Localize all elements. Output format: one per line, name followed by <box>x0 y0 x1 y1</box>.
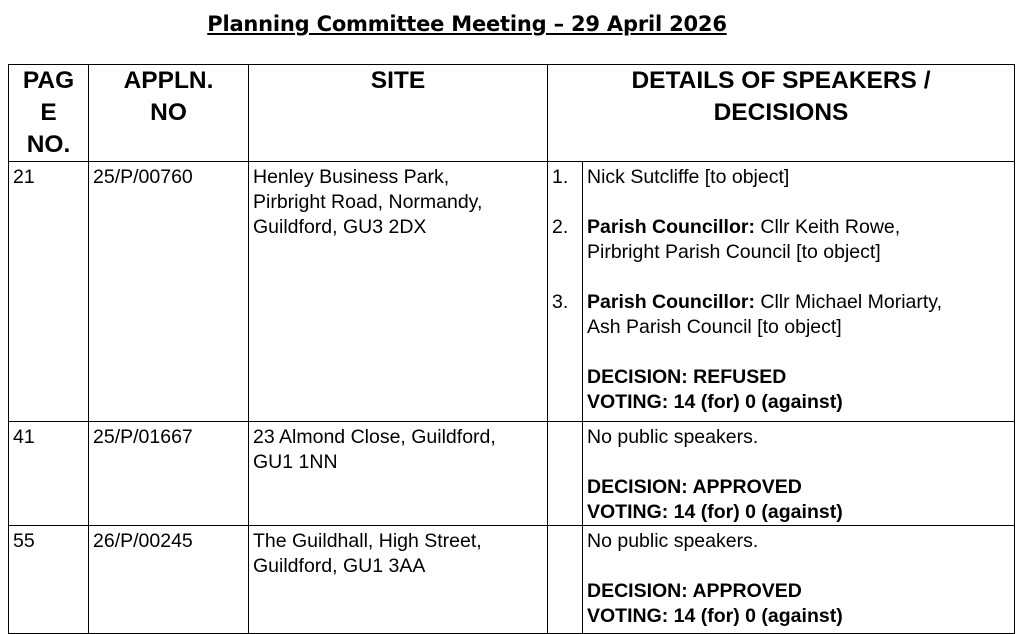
header-appln-line: NO <box>150 99 187 126</box>
header-site: SITE <box>249 65 548 162</box>
speaker-label: Parish Councillor: <box>587 216 755 238</box>
site-line: Pirbright Road, Normandy, <box>253 191 483 213</box>
decisions-table <box>8 64 1015 634</box>
voting-text: VOTING: 14 (for) 0 (against) <box>587 501 843 523</box>
speaker-entry <box>587 165 1010 190</box>
speaker-number: 1. <box>552 166 569 188</box>
speaker-number-cell <box>548 162 583 422</box>
site-cell <box>249 422 548 526</box>
table-row <box>9 422 1015 526</box>
voting-text: VOTING: 14 (for) 0 (against) <box>587 605 843 627</box>
voting-text: VOTING: 14 (for) 0 (against) <box>587 391 843 413</box>
speaker-entry <box>587 215 1010 265</box>
site-line: Guildford, GU1 3AA <box>253 555 426 577</box>
site-line: The Guildhall, High Street, <box>253 530 482 552</box>
speakers-note: No public speakers. <box>587 426 759 448</box>
page-cell: 21 <box>9 162 89 422</box>
speaker-text: Ash Parish Council [to object] <box>587 316 842 338</box>
page-cell: 55 <box>9 526 89 634</box>
header-page-no <box>9 65 89 162</box>
decision-text: DECISION: APPROVED <box>587 476 802 498</box>
header-appln-no <box>89 65 249 162</box>
decision-text: DECISION: APPROVED <box>587 580 802 602</box>
speaker-text: Pirbright Parish Council [to object] <box>587 241 881 263</box>
details-cell <box>583 422 1015 526</box>
header-appln-line: APPLN. <box>123 67 214 94</box>
speaker-entry <box>587 290 1010 340</box>
speaker-number: 3. <box>552 291 569 313</box>
header-page-no-line: NO. <box>26 131 71 158</box>
header-row <box>9 65 1015 162</box>
speaker-number-cell <box>548 526 583 634</box>
header-details-line: DETAILS OF SPEAKERS / <box>631 67 931 94</box>
speaker-number-cell <box>548 422 583 526</box>
site-line: Guildford, GU3 2DX <box>253 216 427 238</box>
header-page-no-line: PAG <box>22 67 75 94</box>
appln-cell: 26/P/00245 <box>89 526 249 634</box>
site-line: Henley Business Park, <box>253 166 450 188</box>
site-cell <box>249 526 548 634</box>
details-cell <box>583 526 1015 634</box>
site-line: GU1 1NN <box>253 451 338 473</box>
speaker-text: Nick Sutcliffe [to object] <box>587 166 790 188</box>
page-cell: 41 <box>9 422 89 526</box>
table-row <box>9 162 1015 422</box>
speakers-note: No public speakers. <box>587 530 759 552</box>
header-details <box>548 65 1015 162</box>
details-cell <box>583 162 1015 422</box>
page-title: Planning Committee Meeting – 29 April 2026 <box>207 12 727 36</box>
speaker-text: Cllr Michael Moriarty, <box>754 291 943 313</box>
appln-cell: 25/P/01667 <box>89 422 249 526</box>
site-line: 23 Almond Close, Guildford, <box>253 426 496 448</box>
site-cell <box>249 162 548 422</box>
header-details-line: DECISIONS <box>713 99 849 126</box>
speaker-label: Parish Councillor: <box>587 291 755 313</box>
speaker-text: Cllr Keith Rowe, <box>754 216 901 238</box>
decision-text: DECISION: REFUSED <box>587 366 787 388</box>
speaker-number: 2. <box>552 216 569 238</box>
header-page-no-line: E <box>40 99 57 126</box>
appln-cell: 25/P/00760 <box>89 162 249 422</box>
table-row <box>9 526 1015 634</box>
